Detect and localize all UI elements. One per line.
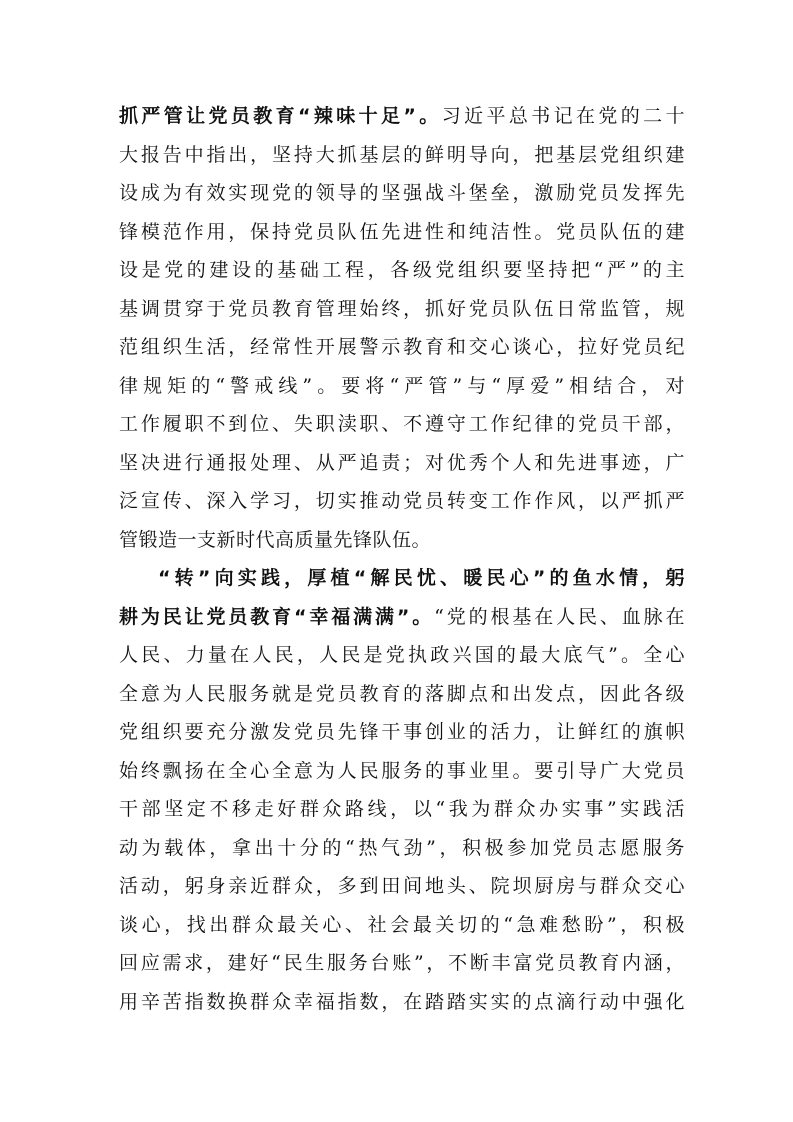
- line-text: 管锻造一支新时代高质量先锋队伍。: [119, 528, 432, 551]
- line-text: 律规矩的“警戒线”。要将“严管”与“厚爱”相结合，对: [119, 374, 685, 397]
- text-line: [119, 290, 685, 329]
- paragraph-1: [119, 97, 685, 559]
- text-line: [119, 328, 685, 367]
- line-text: 人民、力量在人民，人民是党执政兴国的最大底气”。全心: [119, 644, 685, 666]
- line-text: 设是党的建设的基础工程，各级党组织要坚持把“严”的主: [119, 259, 685, 281]
- line-text: 用辛苦指数换群众幸福指数，在踏踏实实的点滴行动中强化: [119, 990, 685, 1013]
- line-text: 锋模范作用，保持党员队伍先进性和纯洁性。党员队伍的建: [119, 220, 685, 243]
- line-text: 回应需求，建好“民生服务台账”，不断丰富党员教育内涵，: [119, 952, 685, 974]
- text-line: [119, 598, 685, 637]
- text-line: [119, 867, 685, 906]
- text-line: [119, 713, 685, 752]
- text-line: [119, 405, 685, 444]
- bold-heading: “转”向实践，厚植“解民忧、暖民心”的鱼水情，躬: [158, 567, 685, 589]
- text-line: [119, 752, 685, 791]
- text-line: [119, 675, 685, 714]
- text-line: [119, 136, 685, 175]
- text-line: [119, 444, 685, 483]
- line-text: 活动，躬身亲近群众，多到田间地头、院坝厨房与群众交心: [119, 875, 685, 897]
- text-line: [119, 367, 685, 406]
- line-text: 工作履职不到位、失职渎职、不遵守工作纪律的党员干部，: [119, 413, 685, 435]
- text-line: [119, 521, 685, 560]
- line-text: 动为载体，拿出十分的“热气劲”，积极参加党员志愿服务: [119, 836, 685, 859]
- bold-heading: 抓严管让党员教育“辣味十足”。: [119, 105, 442, 127]
- text-line: [119, 829, 685, 868]
- text-line: [119, 790, 685, 829]
- text-line: [119, 944, 685, 983]
- line-text: 党组织要充分激发党员先锋干事创业的活力，让鲜红的旗帜: [119, 721, 685, 743]
- line-text: 全意为人民服务就是党员教育的落脚点和出发点，因此各级: [119, 682, 685, 705]
- line-text: 坚决进行通报处理、从严追责；对优秀个人和先进事迹，广: [119, 451, 685, 474]
- line-text: 谈心，找出群众最关心、社会最关切的“急难愁盼”，积极: [119, 913, 685, 936]
- text-line: [119, 906, 685, 945]
- text-line: [119, 213, 685, 252]
- line-text: 设成为有效实现党的领导的坚强战斗堡垒，激励党员发挥先: [119, 182, 685, 204]
- text-line: [119, 174, 685, 213]
- line-text: 范组织生活，经常性开展警示教育和交心谈心，拉好党员纪: [119, 336, 685, 358]
- line-text: 基调贯穿于党员教育管理始终，抓好党员队伍日常监管，规: [119, 297, 685, 320]
- text-line: [119, 97, 685, 136]
- text-line: [119, 983, 685, 1022]
- line-text: 习近平总书记在党的二十: [441, 105, 685, 127]
- line-text: 大报告中指出，坚持大抓基层的鲜明导向，把基层党组织建: [119, 143, 685, 166]
- text-line: [119, 559, 685, 598]
- text-line: [119, 482, 685, 521]
- line-text: 泛宣传、深入学习，切实推动党员转变工作作风，以严抓严: [119, 490, 685, 512]
- bold-heading: 耕为民让党员教育“幸福满满”。: [119, 605, 435, 628]
- line-text: 干部坚定不移走好群众路线，以“我为群众办实事”实践活: [119, 798, 685, 820]
- line-text: “党的根基在人民、血脉在: [434, 605, 685, 628]
- text-line: [119, 636, 685, 675]
- paragraph-2: [119, 559, 685, 1021]
- text-line: [119, 251, 685, 290]
- line-text: 始终飘扬在全心全意为人民服务的事业里。要引导广大党员: [119, 759, 685, 782]
- document-body: [119, 97, 685, 1021]
